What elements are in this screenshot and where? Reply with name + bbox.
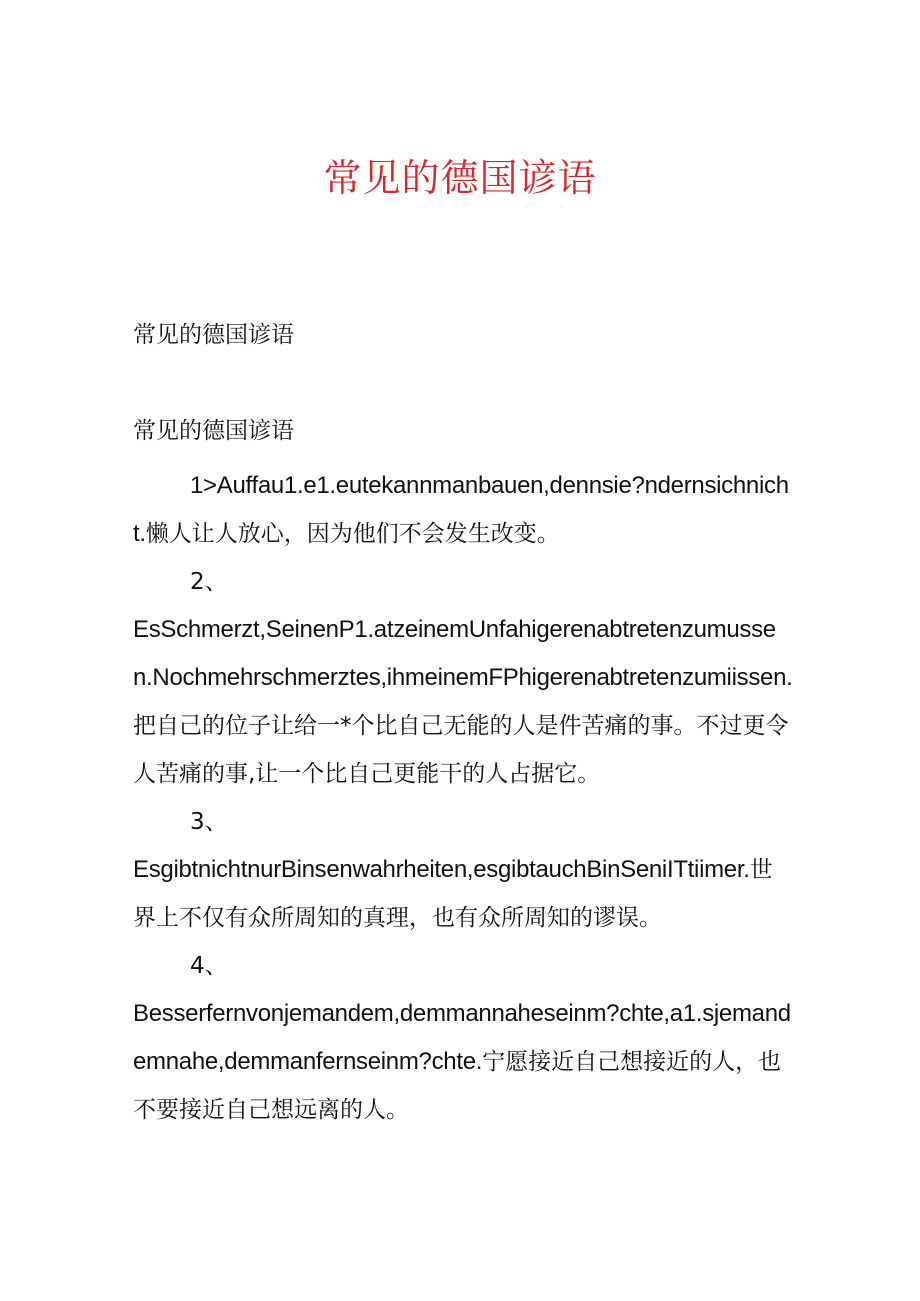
section-heading: 常见的德国谚语: [133, 322, 294, 348]
proverb-german: Besserfernvonjemandem,demmannaheseinm?chte,a1.sjemandemnahe,demmanfernseinm?chte.: [133, 1000, 791, 1075]
proverb-chinese: 宁愿接近自己想接近的人，也不要接近自己想远离的人。: [133, 1049, 782, 1123]
proverb-chinese: 把自己的位子让给一*个比自己无能的人是件苦痛的事。不过更令人苦痛的事,让一个比自己更能干的人占据它。: [133, 713, 789, 787]
proverb-number: 3、: [190, 809, 228, 835]
proverb-number: 2、: [190, 569, 228, 595]
proverb-item-3: [133, 846, 793, 942]
proverb-chinese: 懒人让人放心，因为他们不会发生改变。: [145, 521, 560, 547]
proverb-list: [133, 462, 793, 1134]
proverb-german: Auffau1.e1.eutekannmanbauen,dennsie?ndernsichnicht.: [133, 472, 789, 547]
proverb-german: EsSchmerzt,SeinenP1.atzeinemUnfahigerenabtretenzumussen.Nochmehrschmerztes,ihmeinemFPhigerenabtretenzumiissen.: [133, 616, 793, 691]
proverb-chinese: 世界上不仅有众所周知的真理，也有众所周知的谬误。: [133, 857, 773, 931]
proverb-number: 1>: [190, 472, 217, 499]
proverb-item-1: [133, 462, 793, 558]
document-title: 常见的德国谚语: [323, 156, 597, 200]
section-subheading: 常见的德国谚语: [133, 418, 294, 444]
proverb-german: EsgibtnichtnurBinsenwahrheiten,esgibtauchBinSeniITtiimer.: [133, 856, 750, 883]
proverb-item-2: [133, 606, 793, 798]
proverb-item-4: [133, 990, 793, 1134]
proverb-number: 4、: [190, 953, 228, 979]
